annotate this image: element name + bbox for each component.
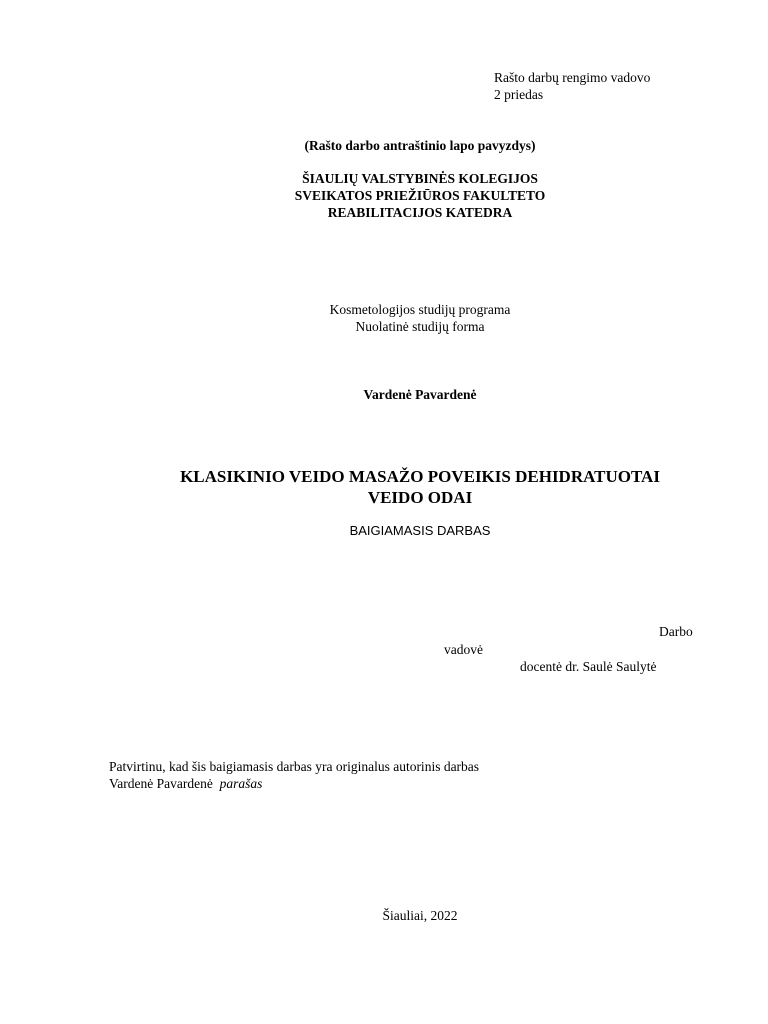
annex-note <box>494 69 650 103</box>
signature-placeholder: parašas <box>219 776 263 791</box>
supervisor-label-part-2: vadovė <box>444 642 483 657</box>
author-name: Vardenė Pavardenė <box>363 387 477 402</box>
institution-line-2: SVEIKATOS PRIEŽIŪROS FAKULTETO <box>294 188 546 203</box>
institution-line-1: ŠIAULIŲ VALSTYBINĖS KOLEGIJOS <box>302 171 538 186</box>
supervisor-name: docentė dr. Saulė Saulytė <box>520 659 657 674</box>
confirmation-statement: Patvirtinu, kad šis baigiamasis darbas yra originalus autorinis darbas <box>109 759 480 774</box>
program-block <box>0 301 768 335</box>
annex-line-1: Rašto darbų rengimo vadovo <box>494 70 651 85</box>
annex-line-2: 2 priedas <box>494 87 544 102</box>
confirmation-signature-line <box>109 775 479 792</box>
example-note: (Rašto darbo antraštinio lapo pavyzdys) <box>304 138 536 153</box>
institution-block <box>0 170 768 221</box>
institution-line-3: REABILITACIJOS KATEDRA <box>327 205 513 220</box>
thesis-title-line-1: KLASIKINIO VEIDO MASAŽO POVEIKIS DEHIDRATUOTAI <box>180 467 660 486</box>
program-name: Kosmetologijos studijų programa <box>329 302 511 317</box>
study-form: Nuolatinė studijų forma <box>355 319 485 334</box>
confirmation-author: Vardenė Pavardenė <box>109 776 213 791</box>
place-year: Šiauliai, 2022 <box>382 908 458 923</box>
thesis-type: BAIGIAMASIS DARBAS <box>349 523 491 538</box>
confirmation-block <box>109 758 479 792</box>
thesis-title <box>0 466 768 508</box>
supervisor-label-part-1: Darbo <box>659 624 693 639</box>
thesis-title-line-2: VEIDO ODAI <box>367 488 473 507</box>
